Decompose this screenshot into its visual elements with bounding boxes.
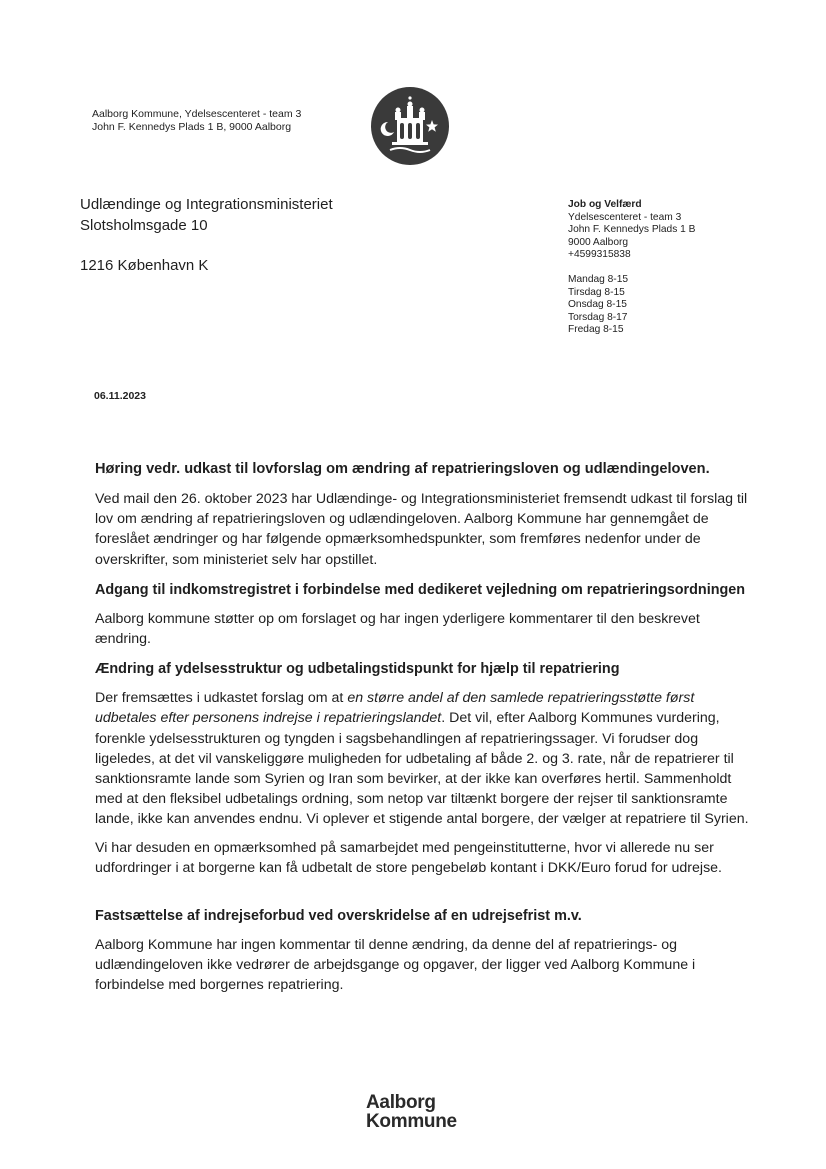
section-1-paragraph: Aalborg kommune støtter op om forslaget og har ingen yderligere kommentarer til den beskrevet ændring. (95, 610, 700, 648)
section-2-heading: Ændring af ydelsesstruktur og udbetalingstidspunkt for hjælp til repatriering (95, 661, 620, 678)
letter-date: 06.11.2023 (94, 390, 146, 402)
contact-block (568, 199, 695, 337)
opening-hours (568, 274, 695, 337)
section-3-heading: Fastsættelse af indrejseforbud ved overskridelse af en udrejsefrist m.v. (95, 908, 582, 925)
hours-thursday: Torsdag 8-17 (568, 311, 628, 323)
contact-city: 9000 Aalborg (568, 236, 629, 248)
section-2-text-start: Der fremsættes i udkastet forslag om at (95, 690, 348, 707)
letter-title: Høring vedr. udkast til lovforslag om ændring af repatrieringsloven og udlændingeloven. (95, 461, 710, 477)
hours-monday: Mandag 8-15 (568, 273, 629, 285)
wordmark-line-1: Aalborg (366, 1092, 436, 1113)
aalborg-seal-logo (370, 86, 450, 166)
recipient-address (80, 194, 333, 276)
sender-line-1: Aalborg Kommune, Ydelsescenteret - team 3 (92, 108, 302, 120)
section-2-paragraph-2: Vi har desuden en opmærksomhed på samarbejdet med pengeinstitutterne, hvor vi allerede nu ser udfordringer i at borgerne kan få udbetalt de store pengebeløb kontant i DKK/Euro forud for udrejse. (95, 839, 723, 876)
hours-tuesday: Tirsdag 8-15 (568, 286, 625, 298)
section-1-heading: Adgang til indkomstregistret i forbindelse med dedikeret vejledning om repatrieringsordningen (95, 581, 746, 598)
recipient-city: 1216 København K (80, 257, 209, 274)
contact-address: John F. Kennedys Plads 1 B (568, 224, 696, 236)
wordmark-line-2: Kommune (366, 1111, 457, 1132)
section-2-paragraph (95, 688, 755, 829)
contact-unit: Ydelsescenteret - team 3 (568, 211, 682, 223)
intro-paragraph: Ved mail den 26. oktober 2023 har Udlændinge- og Integrationsministeriet fremsendt udkast til forslag til lov om ændring af repatrieringsloven og udlændingeloven. Aalborg Kommune har gennemgået de foreslået ændringer og har følgende opmærksomhedspunkter, som fremføres nedenfor under de overskrifter, som ministeriet selv har opstillet. (95, 491, 748, 568)
section-2-text-rest: . Det vil, efter Aalborg Kommunes vurdering, forenkle ydelsesstrukturen og tyngden i sagsbehandlingen af repatrieringssager. Vi forudser dog ligeledes, at det vil vanskeliggøre muligheden for udbetaling af både 2. og 3. rate, når de repatrierer til sanktionsramte lande som Syrien og Iran som bevirker, at der ikke kan overføres hertil. Sammenholdt med at den fleksibel udbetalings ordning, som netop var tiltænkt borgere der rejser til sanktionsramte lande, ikke kan anvendes endnu. Vi oplever et stigende antal borgere, der vælger at repatriere til Syrien. (95, 710, 749, 828)
section-2-quote: en større andel af den samlede repatrieringsstøtte først udbetales efter personens indrejse i repatrieringslandet (95, 690, 695, 727)
aalborg-kommune-wordmark (366, 1093, 457, 1131)
recipient-name: Udlændinge og Integrationsministeriet (80, 196, 333, 213)
recipient-street: Slotsholmsgade 10 (80, 217, 208, 234)
hours-friday: Fredag 8-15 (568, 324, 624, 336)
sender-line-2: John F. Kennedys Plads 1 B, 9000 Aalborg (92, 121, 292, 133)
hours-wednesday: Onsdag 8-15 (568, 299, 627, 311)
sender-address (92, 108, 301, 134)
letter-body (95, 460, 755, 1006)
contact-phone: +4599315838 (568, 249, 631, 261)
section-3-paragraph: Aalborg Kommune har ingen kommentar til denne ændring, da denne del af repatrierings- og udlændingeloven ikke vedrører de arbejdsgange og opgaver, der ligger ved Aalborg Kommune i forbindelse med borgernes repatriering. (95, 937, 696, 994)
contact-department: Job og Velfærd (568, 199, 642, 210)
